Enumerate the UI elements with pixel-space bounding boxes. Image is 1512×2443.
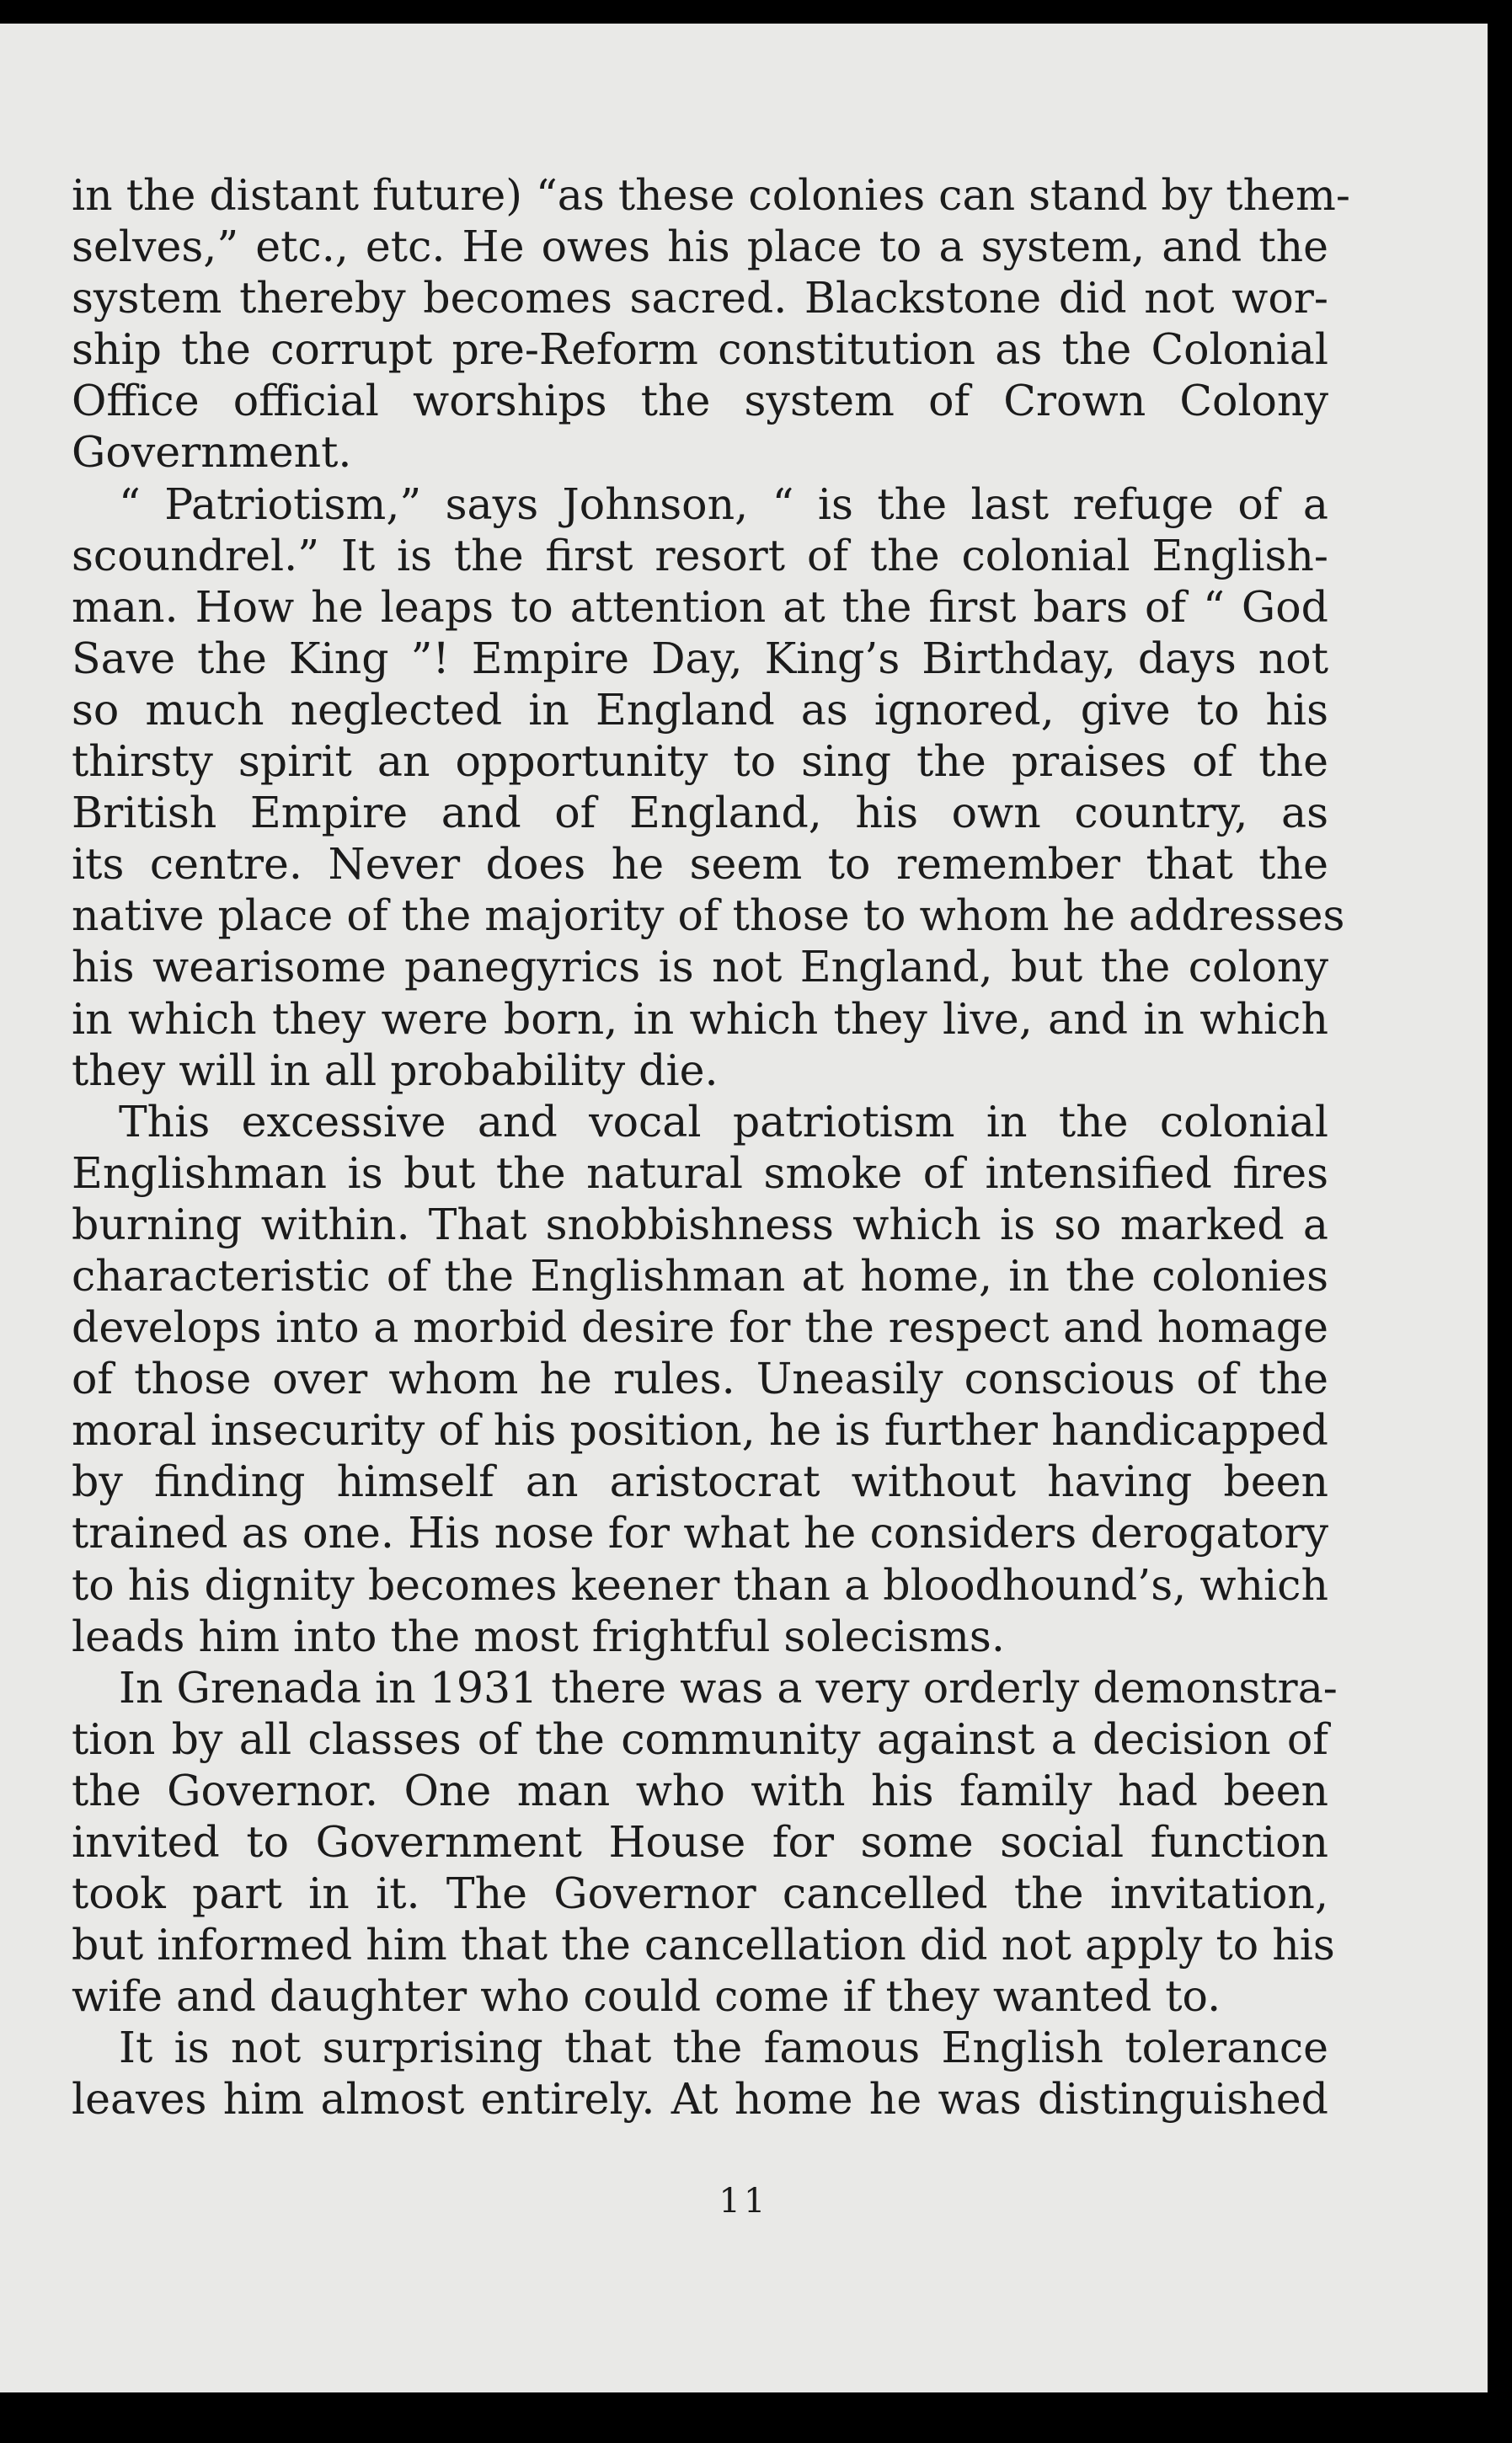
- text-line: Save the King ”! Empire Day, King’s Birthday, days not: [72, 633, 1328, 683]
- text-line: the Governor. One man who with his family had been: [72, 1765, 1328, 1815]
- text-line: so much neglected in England as ignored, give to his: [72, 684, 1328, 735]
- text-line: characteristic of the Englishman at home, in the colonies: [72, 1250, 1328, 1301]
- text-line: took part in it. The Governor cancelled the invitation,: [72, 1868, 1328, 1919]
- page-number: 11: [719, 2182, 769, 2221]
- text-line: This excessive and vocal patriotism in the colonial: [119, 1096, 1328, 1147]
- text-line: ship the corrupt pre-Reform constitution as the Colonial: [72, 324, 1328, 375]
- text-line: develops into a morbid desire for the respect and homage: [72, 1302, 1328, 1353]
- text-line: thirsty spirit an opportunity to sing the praises of the: [72, 736, 1328, 787]
- text-line: selves,” etc., etc. He owes his place to a system, and the: [72, 222, 1328, 272]
- text-line: leaves him almost entirely. At home he was distinguished: [72, 2074, 1328, 2125]
- text-line: but informed him that the cancellation did not apply to his: [72, 1920, 1335, 1970]
- text-line: its centre. Never does he seem to remember that the: [72, 839, 1328, 890]
- text-line: Englishman is but the natural smoke of intensified fires: [72, 1147, 1328, 1198]
- text-line: native place of the majority of those to whom he addresses: [72, 890, 1345, 941]
- text-line: scoundrel.” It is the first resort of the colonial English-: [72, 530, 1328, 580]
- text-line: leads him into the most frightful solecisms.: [72, 1611, 1005, 1661]
- text-line: “ Patriotism,” says Johnson, “ is the last refuge of a: [119, 478, 1328, 529]
- text-line: Office official worships the system of Crown Colony: [72, 376, 1328, 426]
- text-line: of those over whom he rules. Uneasily conscious of the: [72, 1354, 1328, 1404]
- text-line: invited to Government House for some social function: [72, 1817, 1328, 1867]
- book-page: [0, 24, 1488, 2392]
- body-text: [72, 169, 1350, 2125]
- text-line: wife and daughter who could come if they wanted to.: [72, 1971, 1221, 2022]
- text-line: to his dignity becomes keener than a bloodhound’s, which: [72, 1559, 1328, 1610]
- text-line: Government.: [72, 427, 352, 478]
- text-line: they will in all probability die.: [72, 1045, 719, 1095]
- text-line: man. How he leaps to attention at the first bars of “ God: [72, 581, 1328, 632]
- text-line: trained as one. His nose for what he considers derogatory: [72, 1508, 1328, 1558]
- text-line: system thereby becomes sacred. Blackstone did not wor-: [72, 273, 1328, 323]
- text-line: by finding himself an aristocrat without having been: [72, 1457, 1328, 1507]
- text-line: It is not surprising that the famous English tolerance: [119, 2023, 1328, 2073]
- text-line: moral insecurity of his position, he is further handicapped: [72, 1405, 1328, 1456]
- text-line: tion by all classes of the community against a decision of: [72, 1713, 1328, 1764]
- text-line: his wearisome panegyrics is not England, but the colony: [72, 942, 1328, 992]
- text-line: in the distant future) “as these colonies can stand by them-: [72, 170, 1350, 220]
- text-line: In Grenada in 1931 there was a very orderly demonstra-: [119, 1662, 1338, 1713]
- text-line: burning within. That snobbishness which is so marked a: [72, 1199, 1328, 1249]
- text-line: British Empire and of England, his own country, as: [72, 788, 1328, 838]
- text-line: in which they were born, in which they live, and in which: [72, 993, 1328, 1044]
